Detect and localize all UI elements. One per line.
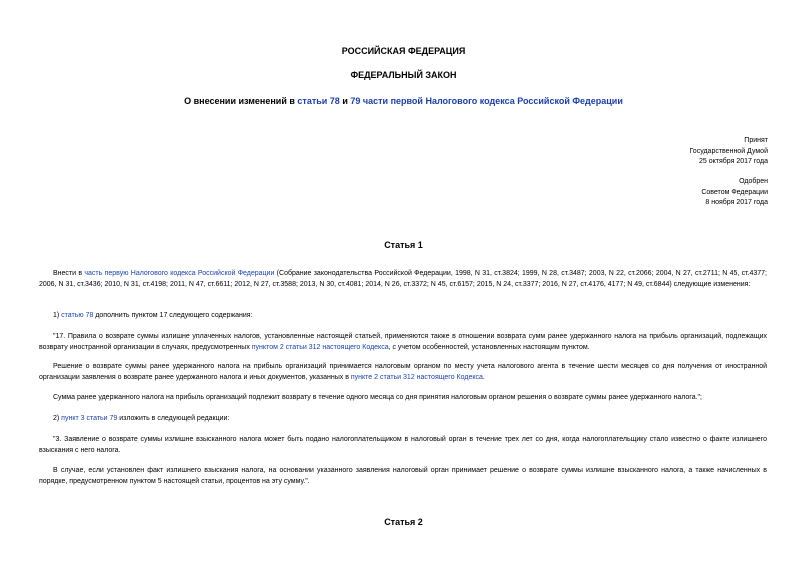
approval-date: 8 ноября 2017 года [705,199,768,206]
link-tax-code-part-one-intro[interactable]: часть первую Налогового кодекса Российской Федерации [84,270,275,277]
link-article-78[interactable]: статьи 78 [297,96,340,106]
item-2-quote-2-text: В случае, если установлен факт излишнего взыскания налога, на основании указанного заявления налоговый орган принимает решение о возврате суммы излишне взысканного налога, а также начисленных в порядке, предусмотренном пунктом 5 настоящей статьи, процентов на эту сумму.". [39,467,767,485]
approval-line-2: Советом Федерации [701,188,768,196]
article-1-heading: Статья 1 [384,240,423,250]
adoption-date: 25 октября 2017 года [699,158,768,165]
intro-text-prefix: Внести в [53,270,85,277]
item-2 [39,414,767,425]
link-article-312-point-2-b[interactable]: пункте 2 статьи 312 настоящего Кодекса [350,373,483,381]
link-tax-code-part-one[interactable]: части первой Налогового кодекса Российской Федерации [362,96,623,106]
item-2-quote-1-text: "3. Заявление о возврате суммы излишне взысканного налога может быть подано налогоплательщиком в налоговый орган в течение трех лет со дня, когда налогоплательщику стало известно о факте излишнего взыскания с него налога. [39,436,767,454]
item-1-quote-1 [39,332,767,353]
country-heading: РОССИЙСКАЯ ФЕДЕРАЦИЯ [341,46,466,56]
adoption-line-1: Принят [744,137,768,144]
item-1-quote-2-prefix: Решение о возврате суммы ранее удержанного налога на прибыль организаций принимается налоговым органом по месту учета налогового агента в течение шести месяцев со дня получения от иностранной организации заявления о возврате ранее удержанного налога и иных документов, указанных в [39,363,767,381]
item-1-prefix: 1) [53,312,62,319]
link-article-79[interactable]: 79 [350,96,361,106]
link-article-312-point-2[interactable]: пунктом 2 статьи 312 настоящего Кодекса [251,343,389,351]
item-1-quote-1-suffix: , с учетом особенностей, установленных настоящим пунктом. [388,343,590,351]
link-article-79-point-3[interactable]: пункт 3 статьи 79 [61,415,118,422]
law-title [0,96,807,106]
article-1-intro [39,269,767,290]
law-title-text-2: и [339,96,351,106]
law-title-text-1: О внесении изменений в [184,96,298,106]
item-1-quote-3 [39,393,767,404]
item-1 [39,311,767,322]
item-1-quote-2-suffix: . [482,373,485,381]
item-1-quote-2 [39,362,767,383]
adoption-line-2: Государственной Думой [689,147,768,155]
approval-block [701,177,768,209]
link-article-78-item[interactable]: статью 78 [61,312,94,319]
law-type-heading: ФЕДЕРАЛЬНЫЙ ЗАКОН [350,70,457,80]
item-1-quote-3-text: Сумма ранее удержанного налога на прибыль организаций подлежит возврату в течение одного месяца со дня принятия налоговым органом решения о возврате суммы ранее удержанного налога."; [53,394,702,401]
item-1-suffix: дополнить пунктом 17 следующего содержания: [93,312,253,319]
item-2-quote-1 [39,435,767,456]
adoption-block [689,136,768,168]
approval-line-1: Одобрен [739,178,768,185]
article-2-heading: Статья 2 [384,517,423,527]
item-1-quote-1-prefix: "17. Правила о возврате суммы излишне уплаченных налогов, установленные настоящей статьей, применяются также в отношении возврата сумм ранее удержанного налога на прибыль организаций, подлежащих возврату иностранной организации в случаях, предусмотренных [39,333,767,351]
item-2-prefix: 2) [53,415,62,422]
item-2-quote-2 [39,466,767,487]
item-2-suffix: изложить в следующей редакции: [117,415,230,422]
intro-text-suffix: (Собрание законодательства Российской Федерации, 1998, N 31, ст.3824; 1999, N 28, ст.3487; 2003, N 22, ст.2066; 2004, N 27, ст.2711; N 45, ст.4377; 2006, N 31, ст.3436; 2010, N 31, ст.4198; 2011, N 47, ст.6611; 2012, N 27, ст.3588; 2013, N 30, ст.4081; 2014, N 26, ст.3372; N 45, ст.6157; 2015, N 24, ст.3377; 2016, N 27, ст.4176, 4177; N 49, ст.6844) следующие изменения: [39,270,767,288]
